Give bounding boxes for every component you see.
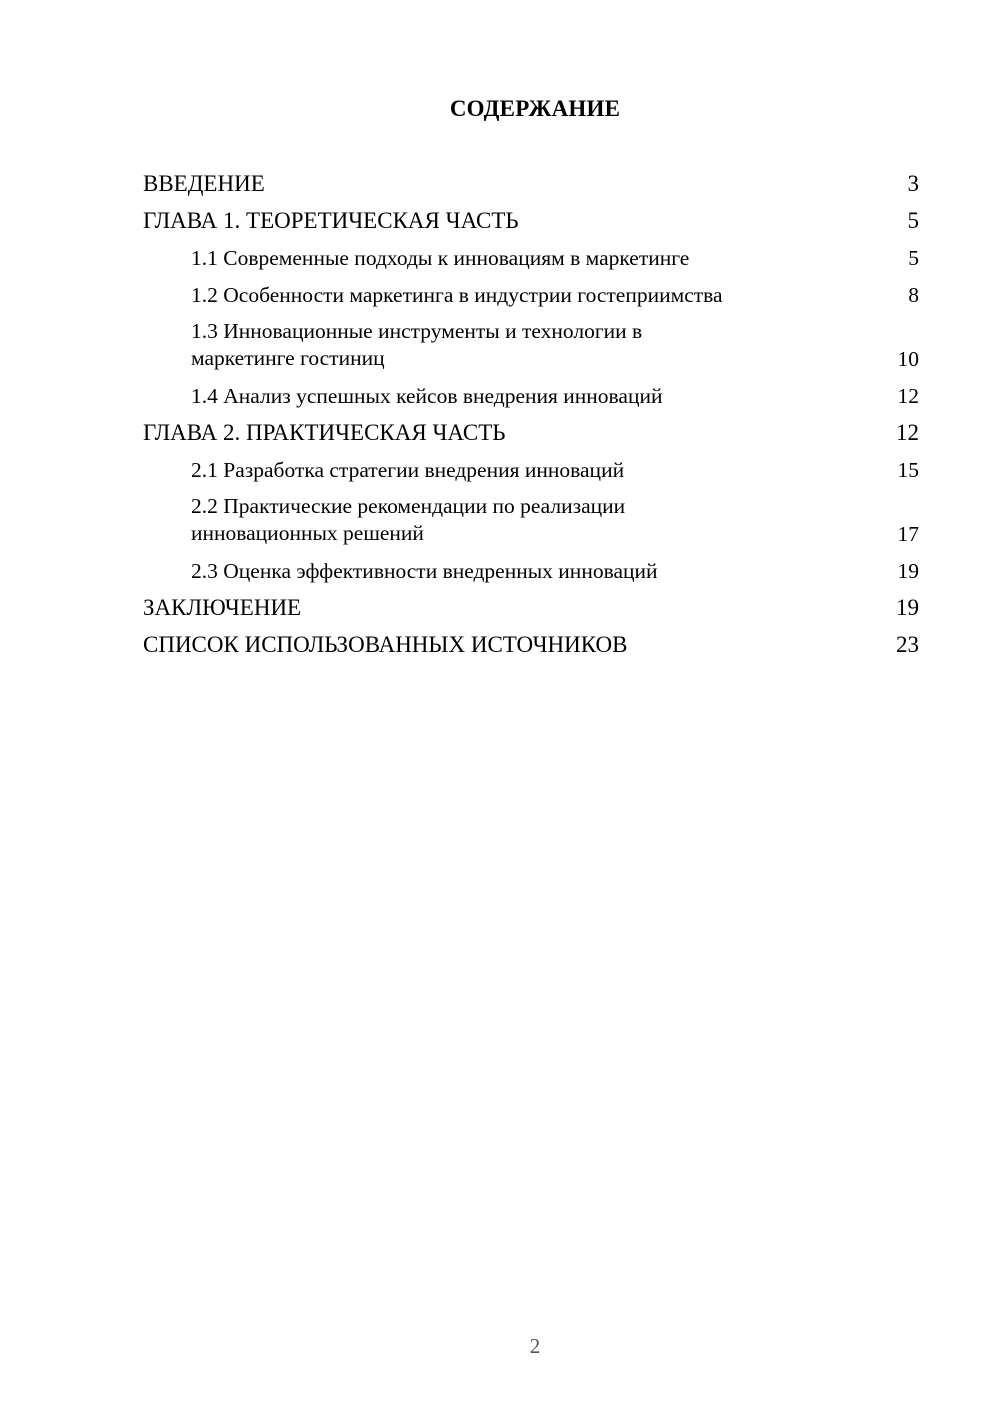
toc-subentry[interactable] xyxy=(143,244,919,281)
toc-entry-page: 5 xyxy=(908,246,919,270)
toc-entry-page: 17 xyxy=(897,522,919,546)
toc-entry-page: 12 xyxy=(896,420,919,445)
page-number: 2 xyxy=(529,1334,541,1358)
toc-entry-label: 2.2 Практические рекомендации по реализации инновационных решений xyxy=(191,494,626,545)
toc-entry-page: 19 xyxy=(897,559,919,583)
toc-subentry[interactable] xyxy=(143,456,919,493)
toc-entry[interactable] xyxy=(143,170,919,207)
toc-entry-label: ЗАКЛЮЧЕНИЕ xyxy=(143,595,302,620)
toc-entry-page: 10 xyxy=(897,347,919,371)
toc-entry-label: ГЛАВА 1. ТЕОРЕТИЧЕСКАЯ ЧАСТЬ xyxy=(143,208,519,233)
toc-subentry[interactable] xyxy=(143,281,919,318)
toc-entry-label: 1.2 Особенности маркетинга в индустрии гостеприимства xyxy=(191,283,723,307)
toc-subentry[interactable] xyxy=(143,493,919,557)
toc-subentry[interactable] xyxy=(143,557,919,594)
toc-entry-page: 15 xyxy=(897,458,919,482)
toc-entry-page: 12 xyxy=(897,384,919,408)
toc-entry[interactable] xyxy=(143,594,919,631)
toc-entry-label: 1.1 Современные подходы к инновациям в маркетинге xyxy=(191,246,690,270)
table-of-contents xyxy=(143,170,919,668)
toc-entry[interactable] xyxy=(143,419,919,456)
toc-entry[interactable] xyxy=(143,631,919,668)
toc-entry-page: 19 xyxy=(896,595,919,620)
toc-entry-label: СПИСОК ИСПОЛЬЗОВАННЫХ ИСТОЧНИКОВ xyxy=(143,632,628,657)
toc-entry-label: 1.4 Анализ успешных кейсов внедрения инноваций xyxy=(191,384,663,408)
toc-title: СОДЕРЖАНИЕ xyxy=(449,96,621,121)
toc-entry-label: 1.3 Инновационные инструменты и технологии в маркетинге гостиниц xyxy=(191,319,643,370)
toc-subentry[interactable] xyxy=(143,382,919,419)
toc-entry-page: 23 xyxy=(896,632,919,657)
toc-entry[interactable] xyxy=(143,207,919,244)
toc-entry-page: 8 xyxy=(908,283,919,307)
toc-entry-label: ВВЕДЕНИЕ xyxy=(143,171,265,196)
toc-entry-page: 5 xyxy=(907,208,919,233)
toc-entry-page: 3 xyxy=(907,171,919,196)
toc-subentry[interactable] xyxy=(143,318,919,382)
toc-entry-label: 2.1 Разработка стратегии внедрения инноваций xyxy=(191,458,625,482)
toc-entry-label: 2.3 Оценка эффективности внедренных инноваций xyxy=(191,559,658,583)
toc-entry-label: ГЛАВА 2. ПРАКТИЧЕСКАЯ ЧАСТЬ xyxy=(143,420,506,445)
